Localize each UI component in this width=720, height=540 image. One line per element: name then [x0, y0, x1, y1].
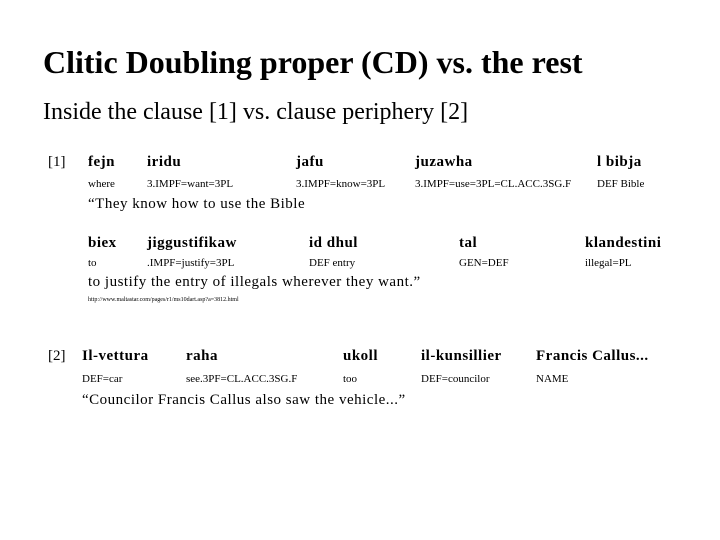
- example-1-word: klandestini: [585, 235, 662, 251]
- example-1-word: biex: [88, 235, 117, 251]
- example-1-word: tal: [459, 235, 478, 251]
- example-2-gloss: see.3PF=CL.ACC.3SG.F: [186, 373, 298, 385]
- example-1-gloss: 3.IMPF=want=3PL: [147, 178, 234, 190]
- example-2-number: [2]: [48, 348, 66, 364]
- example-2-gloss: too: [343, 373, 358, 385]
- example-1-word: l bibja: [597, 154, 642, 170]
- example-1-word: fejn: [88, 154, 115, 170]
- example-1-word: iridu: [147, 154, 182, 170]
- example-1-gloss: to: [88, 257, 97, 269]
- example-1-gloss: where: [88, 178, 115, 190]
- example-2-word: ukoll: [343, 348, 379, 364]
- source-url: http://www.maltastar.com/pages/r1/ms10dart.asp?a=3812.html: [88, 297, 239, 303]
- example-1-gloss: illegal=PL: [585, 257, 632, 269]
- example-1-number: [1]: [48, 154, 66, 170]
- example-1-gloss: .IMPF=justify=3PL: [147, 257, 235, 269]
- example-2-word: Francis Callus...: [536, 348, 649, 364]
- example-1-word: id dhul: [309, 235, 358, 251]
- example-1-gloss: DEF entry: [309, 257, 356, 269]
- slide-subtitle: Inside the clause [1] vs. clause periphery [2]: [43, 99, 469, 125]
- example-2-gloss: NAME: [536, 373, 569, 385]
- example-2-gloss: DEF=car: [82, 373, 123, 385]
- example-1-gloss: DEF Bible: [597, 178, 645, 190]
- example-1-translation-part-1: “They know how to use the Bible: [88, 196, 306, 212]
- example-1-word: jafu: [296, 154, 324, 170]
- slide-title: Clitic Doubling proper (CD) vs. the rest: [43, 44, 583, 80]
- example-2-gloss: DEF=councilor: [421, 373, 490, 385]
- example-1-word: jiggustifikaw: [147, 235, 237, 251]
- example-1-gloss: GEN=DEF: [459, 257, 509, 269]
- example-1-word: juzawha: [415, 154, 473, 170]
- example-1-translation-part-2: to justify the entry of illegals wherever they want.”: [88, 274, 421, 290]
- example-2-word: Il-vettura: [82, 348, 149, 364]
- example-2-translation: “Councilor Francis Callus also saw the vehicle...”: [82, 392, 406, 408]
- example-1-gloss: 3.IMPF=know=3PL: [296, 178, 386, 190]
- example-2-word: raha: [186, 348, 218, 364]
- example-1-gloss: 3.IMPF=use=3PL=CL.ACC.3SG.F: [415, 178, 572, 190]
- example-2-word: il-kunsillier: [421, 348, 502, 364]
